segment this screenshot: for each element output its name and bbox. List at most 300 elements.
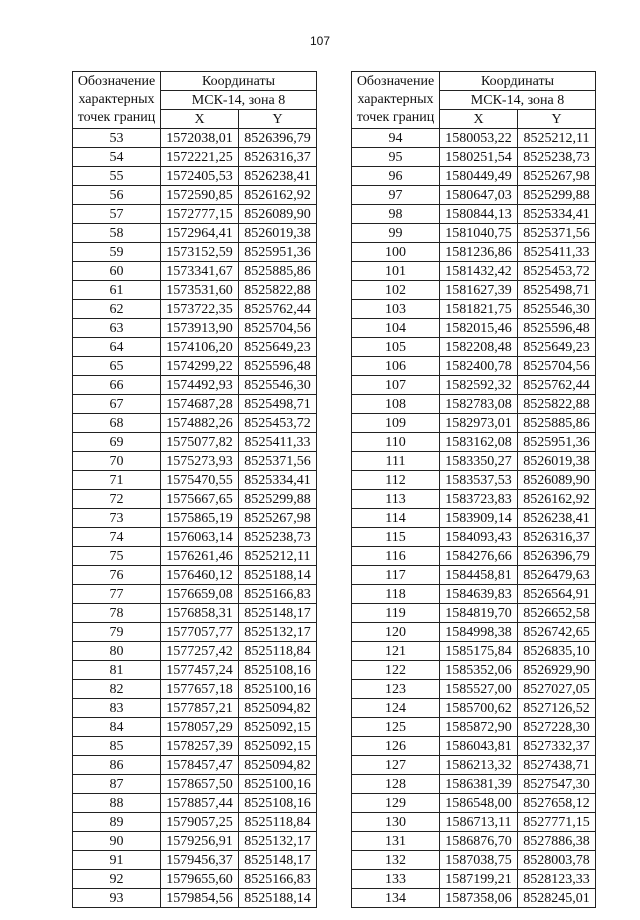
x-coordinate-cell: 1575865,19: [161, 509, 239, 528]
table-row: [73, 585, 317, 604]
y-coordinate-cell: 8525132,17: [239, 832, 317, 851]
x-coordinate-cell: 1572590,85: [161, 186, 239, 205]
y-coordinate-cell: 8525649,23: [518, 338, 596, 357]
y-coordinate-cell: 8528123,33: [518, 870, 596, 889]
y-coordinate-cell: 8525596,48: [518, 319, 596, 338]
x-column-header: X: [161, 110, 239, 129]
point-number-cell: 118: [352, 585, 440, 604]
table-row: [73, 224, 317, 243]
point-number-cell: 65: [73, 357, 161, 376]
point-number-cell: 53: [73, 129, 161, 148]
y-coordinate-cell: 8525498,71: [518, 281, 596, 300]
table-row: [352, 585, 596, 604]
x-coordinate-cell: 1572405,53: [161, 167, 239, 186]
x-coordinate-cell: 1583350,27: [440, 452, 518, 471]
y-coordinate-cell: 8525148,17: [239, 851, 317, 870]
table-row: [352, 490, 596, 509]
x-coordinate-cell: 1572038,01: [161, 129, 239, 148]
y-coordinate-cell: 8525453,72: [518, 262, 596, 281]
coordinates-table-left: [72, 71, 317, 908]
x-coordinate-cell: 1576659,08: [161, 585, 239, 604]
table-row: [73, 357, 317, 376]
point-number-cell: 61: [73, 281, 161, 300]
y-coordinate-cell: 8525546,30: [239, 376, 317, 395]
x-coordinate-cell: 1583537,53: [440, 471, 518, 490]
y-coordinate-cell: 8525334,41: [518, 205, 596, 224]
y-coordinate-cell: 8526396,79: [518, 547, 596, 566]
point-number-cell: 79: [73, 623, 161, 642]
y-coordinate-cell: 8525885,86: [518, 414, 596, 433]
point-number-cell: 64: [73, 338, 161, 357]
x-coordinate-cell: 1578257,39: [161, 737, 239, 756]
point-number-cell: 112: [352, 471, 440, 490]
table-row: [73, 661, 317, 680]
x-coordinate-cell: 1572964,41: [161, 224, 239, 243]
header-line: характерных: [357, 92, 434, 107]
x-coordinate-cell: 1573722,35: [161, 300, 239, 319]
y-coordinate-cell: 8526564,91: [518, 585, 596, 604]
table-row: [352, 775, 596, 794]
point-number-cell: 93: [73, 889, 161, 908]
x-coordinate-cell: 1572777,15: [161, 205, 239, 224]
point-number-cell: 87: [73, 775, 161, 794]
point-number-cell: 123: [352, 680, 440, 699]
y-coordinate-cell: 8526396,79: [239, 129, 317, 148]
x-coordinate-cell: 1573341,67: [161, 262, 239, 281]
point-number-cell: 82: [73, 680, 161, 699]
table-row: [352, 205, 596, 224]
x-coordinate-cell: 1577657,18: [161, 680, 239, 699]
x-coordinate-cell: 1581821,75: [440, 300, 518, 319]
header-line: Обозначение: [356, 74, 435, 89]
point-number-cell: 75: [73, 547, 161, 566]
table-row: [352, 851, 596, 870]
x-coordinate-cell: 1585700,62: [440, 699, 518, 718]
x-coordinate-cell: 1585527,00: [440, 680, 518, 699]
y-coordinate-cell: 8527438,71: [518, 756, 596, 775]
point-number-cell: 132: [352, 851, 440, 870]
y-coordinate-cell: 8525267,98: [518, 167, 596, 186]
table-row: [352, 357, 596, 376]
point-number-cell: 109: [352, 414, 440, 433]
point-number-cell: 120: [352, 623, 440, 642]
table-row: [73, 775, 317, 794]
point-number-cell: 96: [352, 167, 440, 186]
y-coordinate-cell: 8525596,48: [239, 357, 317, 376]
y-coordinate-cell: 8526479,63: [518, 566, 596, 585]
x-coordinate-cell: 1577257,42: [161, 642, 239, 661]
x-coordinate-cell: 1580251,54: [440, 148, 518, 167]
y-coordinate-cell: 8525411,33: [239, 433, 317, 452]
y-coordinate-cell: 8525546,30: [518, 300, 596, 319]
point-number-cell: 101: [352, 262, 440, 281]
x-coordinate-cell: 1586381,39: [440, 775, 518, 794]
y-coordinate-cell: 8527886,38: [518, 832, 596, 851]
x-coordinate-cell: 1577457,24: [161, 661, 239, 680]
x-coordinate-cell: 1579256,91: [161, 832, 239, 851]
point-number-cell: 91: [73, 851, 161, 870]
table-row: [352, 414, 596, 433]
point-number-cell: 80: [73, 642, 161, 661]
y-coordinate-cell: 8528003,78: [518, 851, 596, 870]
point-number-cell: 103: [352, 300, 440, 319]
y-coordinate-cell: 8527126,52: [518, 699, 596, 718]
y-coordinate-cell: 8525188,14: [239, 889, 317, 908]
point-number-cell: 127: [352, 756, 440, 775]
table-row: [352, 699, 596, 718]
point-number-cell: 131: [352, 832, 440, 851]
point-number-cell: 56: [73, 186, 161, 205]
point-number-cell: 54: [73, 148, 161, 167]
y-coordinate-cell: 8525453,72: [239, 414, 317, 433]
table-row: [73, 338, 317, 357]
table-row: [73, 300, 317, 319]
table-row: [73, 699, 317, 718]
x-coordinate-cell: 1587199,21: [440, 870, 518, 889]
y-coordinate-cell: 8525188,14: [239, 566, 317, 585]
y-coordinate-cell: 8525092,15: [239, 718, 317, 737]
header-line: характерных: [78, 92, 155, 107]
point-number-cell: 111: [352, 452, 440, 471]
y-coordinate-cell: 8526019,38: [518, 452, 596, 471]
table-row: [73, 433, 317, 452]
y-coordinate-cell: 8525166,83: [239, 585, 317, 604]
table-row: [352, 870, 596, 889]
point-number-cell: 71: [73, 471, 161, 490]
table-row: [73, 566, 317, 585]
table-row: [352, 471, 596, 490]
table-row: [73, 452, 317, 471]
y-coordinate-cell: 8525704,56: [518, 357, 596, 376]
x-coordinate-cell: 1584458,81: [440, 566, 518, 585]
y-coordinate-cell: 8527658,12: [518, 794, 596, 813]
y-coordinate-cell: 8526316,37: [518, 528, 596, 547]
y-coordinate-cell: 8525118,84: [239, 813, 317, 832]
x-coordinate-cell: 1580053,22: [440, 129, 518, 148]
point-number-cell: 70: [73, 452, 161, 471]
y-coordinate-cell: 8525132,17: [239, 623, 317, 642]
table-row: [73, 870, 317, 889]
x-coordinate-cell: 1584276,66: [440, 547, 518, 566]
table-row: [73, 186, 317, 205]
table-row: [352, 623, 596, 642]
table-row: [73, 205, 317, 224]
y-coordinate-cell: 8526238,41: [239, 167, 317, 186]
y-coordinate-cell: 8526162,92: [239, 186, 317, 205]
x-coordinate-cell: 1574687,28: [161, 395, 239, 414]
point-number-cell: 129: [352, 794, 440, 813]
table-row: [352, 680, 596, 699]
y-coordinate-cell: 8525238,73: [239, 528, 317, 547]
point-number-cell: 105: [352, 338, 440, 357]
table-row: [352, 148, 596, 167]
x-coordinate-cell: 1578857,44: [161, 794, 239, 813]
point-number-cell: 94: [352, 129, 440, 148]
y-coordinate-cell: 8525108,16: [239, 794, 317, 813]
x-coordinate-cell: 1576261,46: [161, 547, 239, 566]
table-row: [352, 889, 596, 908]
table-row: [352, 319, 596, 338]
y-coordinate-cell: 8527547,30: [518, 775, 596, 794]
y-coordinate-cell: 8526019,38: [239, 224, 317, 243]
y-coordinate-cell: 8527332,37: [518, 737, 596, 756]
table-row: [73, 148, 317, 167]
point-number-cell: 115: [352, 528, 440, 547]
y-coordinate-cell: 8525299,88: [239, 490, 317, 509]
x-coordinate-cell: 1578657,50: [161, 775, 239, 794]
point-number-cell: 66: [73, 376, 161, 395]
point-number-cell: 113: [352, 490, 440, 509]
point-number-cell: 107: [352, 376, 440, 395]
y-coordinate-cell: 8525411,33: [518, 243, 596, 262]
y-coordinate-cell: 8525100,16: [239, 775, 317, 794]
x-coordinate-cell: 1580647,03: [440, 186, 518, 205]
y-coordinate-cell: 8525212,11: [518, 129, 596, 148]
point-number-cell: 95: [352, 148, 440, 167]
point-number-cell: 134: [352, 889, 440, 908]
header-line: точек границ: [77, 110, 156, 125]
x-coordinate-cell: 1584998,38: [440, 623, 518, 642]
x-coordinate-cell: 1575667,65: [161, 490, 239, 509]
point-number-cell: 89: [73, 813, 161, 832]
point-number-cell: 74: [73, 528, 161, 547]
point-number-cell: 57: [73, 205, 161, 224]
point-number-cell: 67: [73, 395, 161, 414]
point-designation-header: [352, 72, 440, 129]
point-number-cell: 86: [73, 756, 161, 775]
point-number-cell: 117: [352, 566, 440, 585]
y-coordinate-cell: 8527771,15: [518, 813, 596, 832]
table-row: [73, 604, 317, 623]
table-row: [73, 528, 317, 547]
point-number-cell: 59: [73, 243, 161, 262]
point-number-cell: 92: [73, 870, 161, 889]
point-number-cell: 78: [73, 604, 161, 623]
table-row: [73, 851, 317, 870]
y-coordinate-cell: 8525166,83: [239, 870, 317, 889]
y-coordinate-cell: 8525822,88: [518, 395, 596, 414]
point-number-cell: 77: [73, 585, 161, 604]
table-row: [352, 566, 596, 585]
point-number-cell: 122: [352, 661, 440, 680]
point-number-cell: 124: [352, 699, 440, 718]
coordinates-body-left: [73, 129, 317, 908]
table-row: [352, 186, 596, 205]
y-coordinate-cell: 8525885,86: [239, 262, 317, 281]
page-number: 107: [309, 34, 331, 48]
table-row: [352, 224, 596, 243]
point-number-cell: 55: [73, 167, 161, 186]
x-coordinate-cell: 1582783,08: [440, 395, 518, 414]
x-coordinate-cell: 1586548,00: [440, 794, 518, 813]
y-coordinate-cell: 8525299,88: [518, 186, 596, 205]
table-row: [352, 718, 596, 737]
y-coordinate-cell: 8525704,56: [239, 319, 317, 338]
y-coordinate-cell: 8526089,90: [518, 471, 596, 490]
table-row: [73, 813, 317, 832]
point-number-cell: 133: [352, 870, 440, 889]
table-row: [352, 338, 596, 357]
table-row: [73, 889, 317, 908]
point-number-cell: 106: [352, 357, 440, 376]
point-number-cell: 114: [352, 509, 440, 528]
y-coordinate-cell: 8525951,36: [518, 433, 596, 452]
x-coordinate-cell: 1586713,11: [440, 813, 518, 832]
y-coordinate-cell: 8525238,73: [518, 148, 596, 167]
x-coordinate-cell: 1579854,56: [161, 889, 239, 908]
point-number-cell: 126: [352, 737, 440, 756]
x-coordinate-cell: 1581040,75: [440, 224, 518, 243]
x-coordinate-cell: 1582208,48: [440, 338, 518, 357]
table-row: [352, 794, 596, 813]
y-coordinate-cell: 8526652,58: [518, 604, 596, 623]
x-coordinate-cell: 1587358,06: [440, 889, 518, 908]
table-row: [73, 756, 317, 775]
coordinate-system-header: МСК-14, зона 8: [440, 91, 596, 110]
point-number-cell: 104: [352, 319, 440, 338]
y-coordinate-cell: 8525822,88: [239, 281, 317, 300]
table-row: [352, 813, 596, 832]
x-coordinate-cell: 1575077,82: [161, 433, 239, 452]
point-number-cell: 128: [352, 775, 440, 794]
point-number-cell: 85: [73, 737, 161, 756]
y-coordinate-cell: 8525762,44: [239, 300, 317, 319]
table-row: [352, 832, 596, 851]
x-coordinate-cell: 1574299,22: [161, 357, 239, 376]
table-row: [73, 680, 317, 699]
x-coordinate-cell: 1573152,59: [161, 243, 239, 262]
point-number-cell: 72: [73, 490, 161, 509]
y-coordinate-cell: 8525649,23: [239, 338, 317, 357]
point-number-cell: 125: [352, 718, 440, 737]
y-column-header: Y: [239, 110, 317, 129]
point-number-cell: 100: [352, 243, 440, 262]
point-number-cell: 130: [352, 813, 440, 832]
x-coordinate-cell: 1578457,47: [161, 756, 239, 775]
y-coordinate-cell: 8525498,71: [239, 395, 317, 414]
x-coordinate-cell: 1583909,14: [440, 509, 518, 528]
x-coordinate-cell: 1584093,43: [440, 528, 518, 547]
header-line: точек границ: [356, 110, 435, 125]
x-coordinate-cell: 1580449,49: [440, 167, 518, 186]
x-coordinate-cell: 1586876,70: [440, 832, 518, 851]
table-row: [352, 300, 596, 319]
y-coordinate-cell: 8528245,01: [518, 889, 596, 908]
coordinates-header: Координаты: [161, 72, 317, 91]
x-coordinate-cell: 1575273,93: [161, 452, 239, 471]
table-row: [73, 243, 317, 262]
table-row: [73, 471, 317, 490]
table-row: [73, 319, 317, 338]
x-coordinate-cell: 1574882,26: [161, 414, 239, 433]
table-row: [73, 129, 317, 148]
x-coordinate-cell: 1585175,84: [440, 642, 518, 661]
table-row: [73, 623, 317, 642]
point-number-cell: 81: [73, 661, 161, 680]
point-designation-header: [73, 72, 161, 129]
table-row: [73, 718, 317, 737]
x-coordinate-cell: 1577057,77: [161, 623, 239, 642]
x-coordinate-cell: 1573531,60: [161, 281, 239, 300]
point-number-cell: 110: [352, 433, 440, 452]
point-number-cell: 88: [73, 794, 161, 813]
table-row: [73, 642, 317, 661]
point-number-cell: 99: [352, 224, 440, 243]
coordinate-system-header: МСК-14, зона 8: [161, 91, 317, 110]
table-row: [352, 243, 596, 262]
x-coordinate-cell: 1579456,37: [161, 851, 239, 870]
table-row: [73, 414, 317, 433]
coordinates-table-right: [351, 71, 596, 908]
table-row: [73, 167, 317, 186]
point-number-cell: 102: [352, 281, 440, 300]
point-number-cell: 58: [73, 224, 161, 243]
x-coordinate-cell: 1587038,75: [440, 851, 518, 870]
point-number-cell: 84: [73, 718, 161, 737]
table-row: [352, 129, 596, 148]
table-row: [73, 376, 317, 395]
x-coordinate-cell: 1581432,42: [440, 262, 518, 281]
point-number-cell: 69: [73, 433, 161, 452]
point-number-cell: 73: [73, 509, 161, 528]
table-row: [73, 832, 317, 851]
y-coordinate-cell: 8526929,90: [518, 661, 596, 680]
y-coordinate-cell: 8525371,56: [518, 224, 596, 243]
table-row: [73, 395, 317, 414]
x-coordinate-cell: 1576858,31: [161, 604, 239, 623]
x-coordinate-cell: 1586213,32: [440, 756, 518, 775]
y-coordinate-cell: 8525094,82: [239, 699, 317, 718]
x-coordinate-cell: 1586043,81: [440, 737, 518, 756]
table-row: [352, 376, 596, 395]
point-number-cell: 62: [73, 300, 161, 319]
x-coordinate-cell: 1577857,21: [161, 699, 239, 718]
table-row: [352, 167, 596, 186]
point-number-cell: 60: [73, 262, 161, 281]
table-row: [73, 281, 317, 300]
table-row: [73, 509, 317, 528]
point-number-cell: 121: [352, 642, 440, 661]
header-line: Обозначение: [77, 74, 156, 89]
x-coordinate-cell: 1572221,25: [161, 148, 239, 167]
y-coordinate-cell: 8525212,11: [239, 547, 317, 566]
coordinates-header: Координаты: [440, 72, 596, 91]
y-coordinate-cell: 8525094,82: [239, 756, 317, 775]
y-coordinate-cell: 8525108,16: [239, 661, 317, 680]
x-coordinate-cell: 1581627,39: [440, 281, 518, 300]
x-coordinate-cell: 1576460,12: [161, 566, 239, 585]
y-coordinate-cell: 8525100,16: [239, 680, 317, 699]
table-row: [352, 395, 596, 414]
x-coordinate-cell: 1579057,25: [161, 813, 239, 832]
y-coordinate-cell: 8526238,41: [518, 509, 596, 528]
table-row: [352, 509, 596, 528]
x-coordinate-cell: 1579655,60: [161, 870, 239, 889]
x-coordinate-cell: 1580844,13: [440, 205, 518, 224]
coordinates-body-right: [352, 129, 596, 908]
point-number-cell: 83: [73, 699, 161, 718]
x-coordinate-cell: 1576063,14: [161, 528, 239, 547]
table-row: [352, 737, 596, 756]
y-coordinate-cell: 8526162,92: [518, 490, 596, 509]
y-coordinate-cell: 8525334,41: [239, 471, 317, 490]
x-coordinate-cell: 1585352,06: [440, 661, 518, 680]
point-number-cell: 90: [73, 832, 161, 851]
y-column-header: Y: [518, 110, 596, 129]
x-coordinate-cell: 1574106,20: [161, 338, 239, 357]
point-number-cell: 119: [352, 604, 440, 623]
x-coordinate-cell: 1585872,90: [440, 718, 518, 737]
